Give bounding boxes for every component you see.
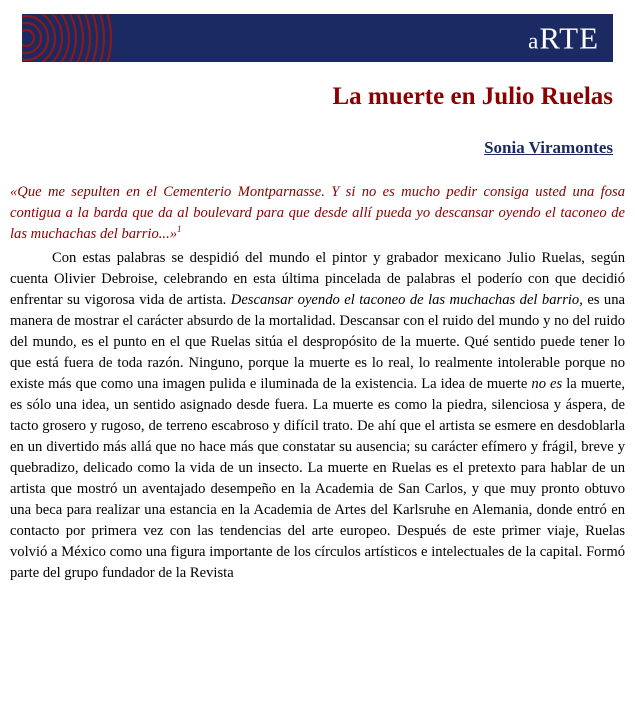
epigraph (10, 182, 625, 245)
author-link[interactable]: Sonia Viramontes (484, 138, 613, 157)
page-title: La muerte en Julio Ruelas (332, 83, 613, 110)
article-author (22, 138, 613, 158)
site-logo-text (528, 20, 599, 56)
site-banner (22, 14, 613, 62)
logo-letters-rte: RTE (539, 20, 599, 56)
epigraph-text: «Que me sepulten en el Cementerio Montparnasse. Y si no es mucho pedir consiga usted una fosa contigua a la barda que da al boulevard para que desde allí pueda yo descansar oyendo el taconeo de las muchachas del barrio...» (10, 184, 625, 243)
emphasized-text: no es (531, 376, 563, 393)
logo-letter-a: a (528, 28, 540, 54)
concentric-arcs-decoration (22, 14, 118, 62)
emphasized-text: Descansar oyendo el taconeo de las muchachas del barrio (230, 292, 580, 309)
body-paragraph-1 (10, 248, 625, 584)
article-body (10, 182, 625, 584)
epigraph-footnote-marker: 1 (177, 224, 182, 235)
plain-text: Con estas palabras se despidió del mundo el pintor y grabador mexicano Julio Ruelas, según cuenta Olivier Debroise, celebrando en esta última pincelada de palabras el poderío con que decidió enfrentar su vigorosa vida de artista. (10, 250, 625, 309)
plain-text: , es una manera de mostrar el carácter absurdo de la mortalidad. Descansar con el ruido del mundo y no del ruido del mundo, es el punto en el que Ruelas sitúa el despropósito de la muerte. Qué sentido puede tener lo que está fuera de toda razón. Ninguno, porque la muerte es lo real, lo realmente intolerable porque no existe más que como una imagen pulida e iluminada de la existencia. La idea de muerte (10, 292, 625, 393)
plain-text: la muerte, es sólo una idea, un sentido asignado desde fuera. La muerte es como la piedra, silenciosa y áspera, de tacto grosero y rugoso, de terreno escabroso y difícil trato. De ahí que el artista se esmere en desdoblarla en un divertido más allá que no hace más que constatar su ausencia; su carácter efímero y frágil, breve y quebradizo, delicado como la vida de un insecto. La muerte en Ruelas es el pretexto para hablar de un artista que mostró un aventajado desempeño en la Academia de San Carlos, y que muy pronto obtuvo una beca para realizar una estancia en la Academia de Artes del Karlsruhe en Alemania, donde entró en contacto por primera vez con las tendencias del arte europeo. Después de este primer viaje, Ruelas volvió a México como una figura importante de los círculos artísticos e intelectuales de la capital. Formó parte del grupo fundador de la Revista (10, 376, 625, 582)
